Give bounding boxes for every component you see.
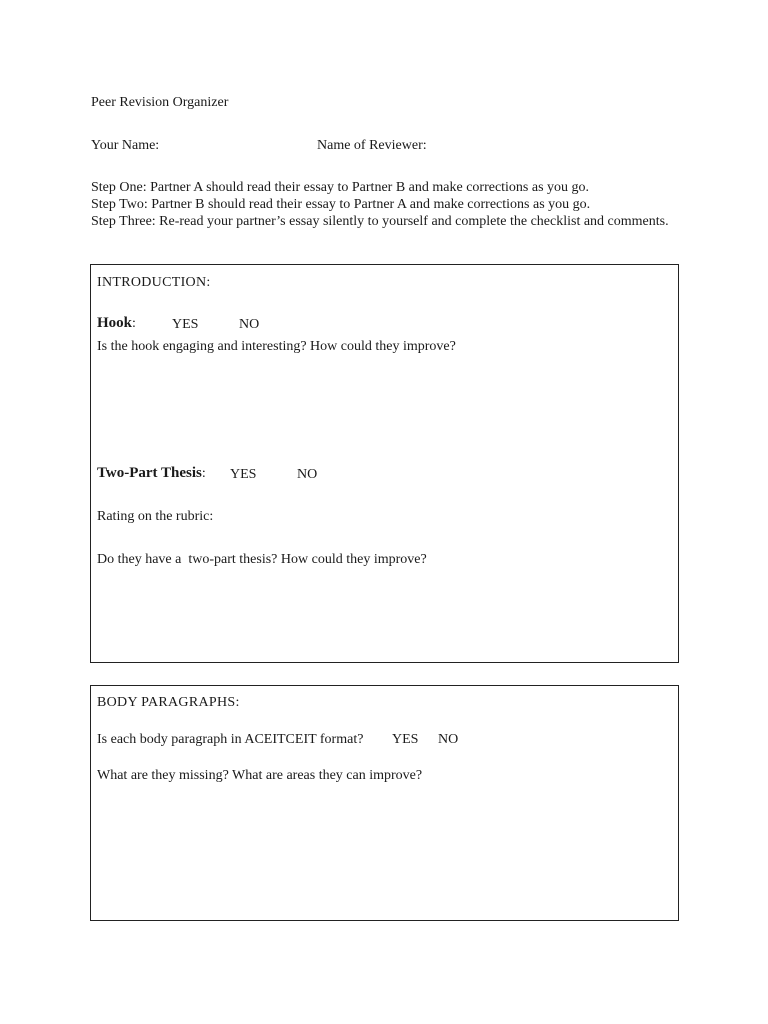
thesis-label: Two-Part Thesis [97, 465, 202, 481]
thesis-row [97, 466, 206, 481]
document-title: Peer Revision Organizer [91, 95, 229, 110]
improve-question: What are they missing? What are areas they can improve? [97, 768, 423, 783]
rubric-rating-label: Rating on the rubric: [97, 509, 214, 524]
body-paragraphs-heading: BODY PARAGRAPHS: [97, 695, 240, 710]
your-name-label: Your Name: [91, 138, 160, 153]
step-two: Step Two: Partner B should read their essay to Partner A and make corrections as you go. [91, 197, 591, 212]
thesis-colon: : [201, 466, 206, 481]
hook-row [97, 316, 136, 331]
hook-no: NO [239, 317, 260, 332]
format-no: NO [438, 732, 459, 747]
hook-yes: YES [172, 317, 199, 332]
format-question: Is each body paragraph in ACEITCEIT format? [97, 732, 364, 747]
introduction-heading: INTRODUCTION: [97, 275, 211, 290]
hook-question: Is the hook engaging and interesting? How could they improve? [97, 339, 456, 354]
hook-colon: : [132, 316, 136, 331]
format-yes: YES [392, 732, 419, 747]
reviewer-name-label: Name of Reviewer: [317, 138, 427, 153]
steps-list [91, 181, 669, 232]
thesis-yes: YES [230, 467, 257, 482]
step-three: Step Three: Re-read your partner’s essay silently to yourself and complete the checklist and comments. [91, 214, 669, 229]
body-paragraphs-section [90, 685, 679, 921]
hook-label: Hook [97, 315, 133, 331]
introduction-section [90, 264, 679, 663]
thesis-no: NO [297, 467, 318, 482]
step-one: Step One: Partner A should read their essay to Partner B and make corrections as you go. [91, 180, 590, 195]
thesis-question: Do they have a two-part thesis? How could they improve? [97, 552, 427, 567]
